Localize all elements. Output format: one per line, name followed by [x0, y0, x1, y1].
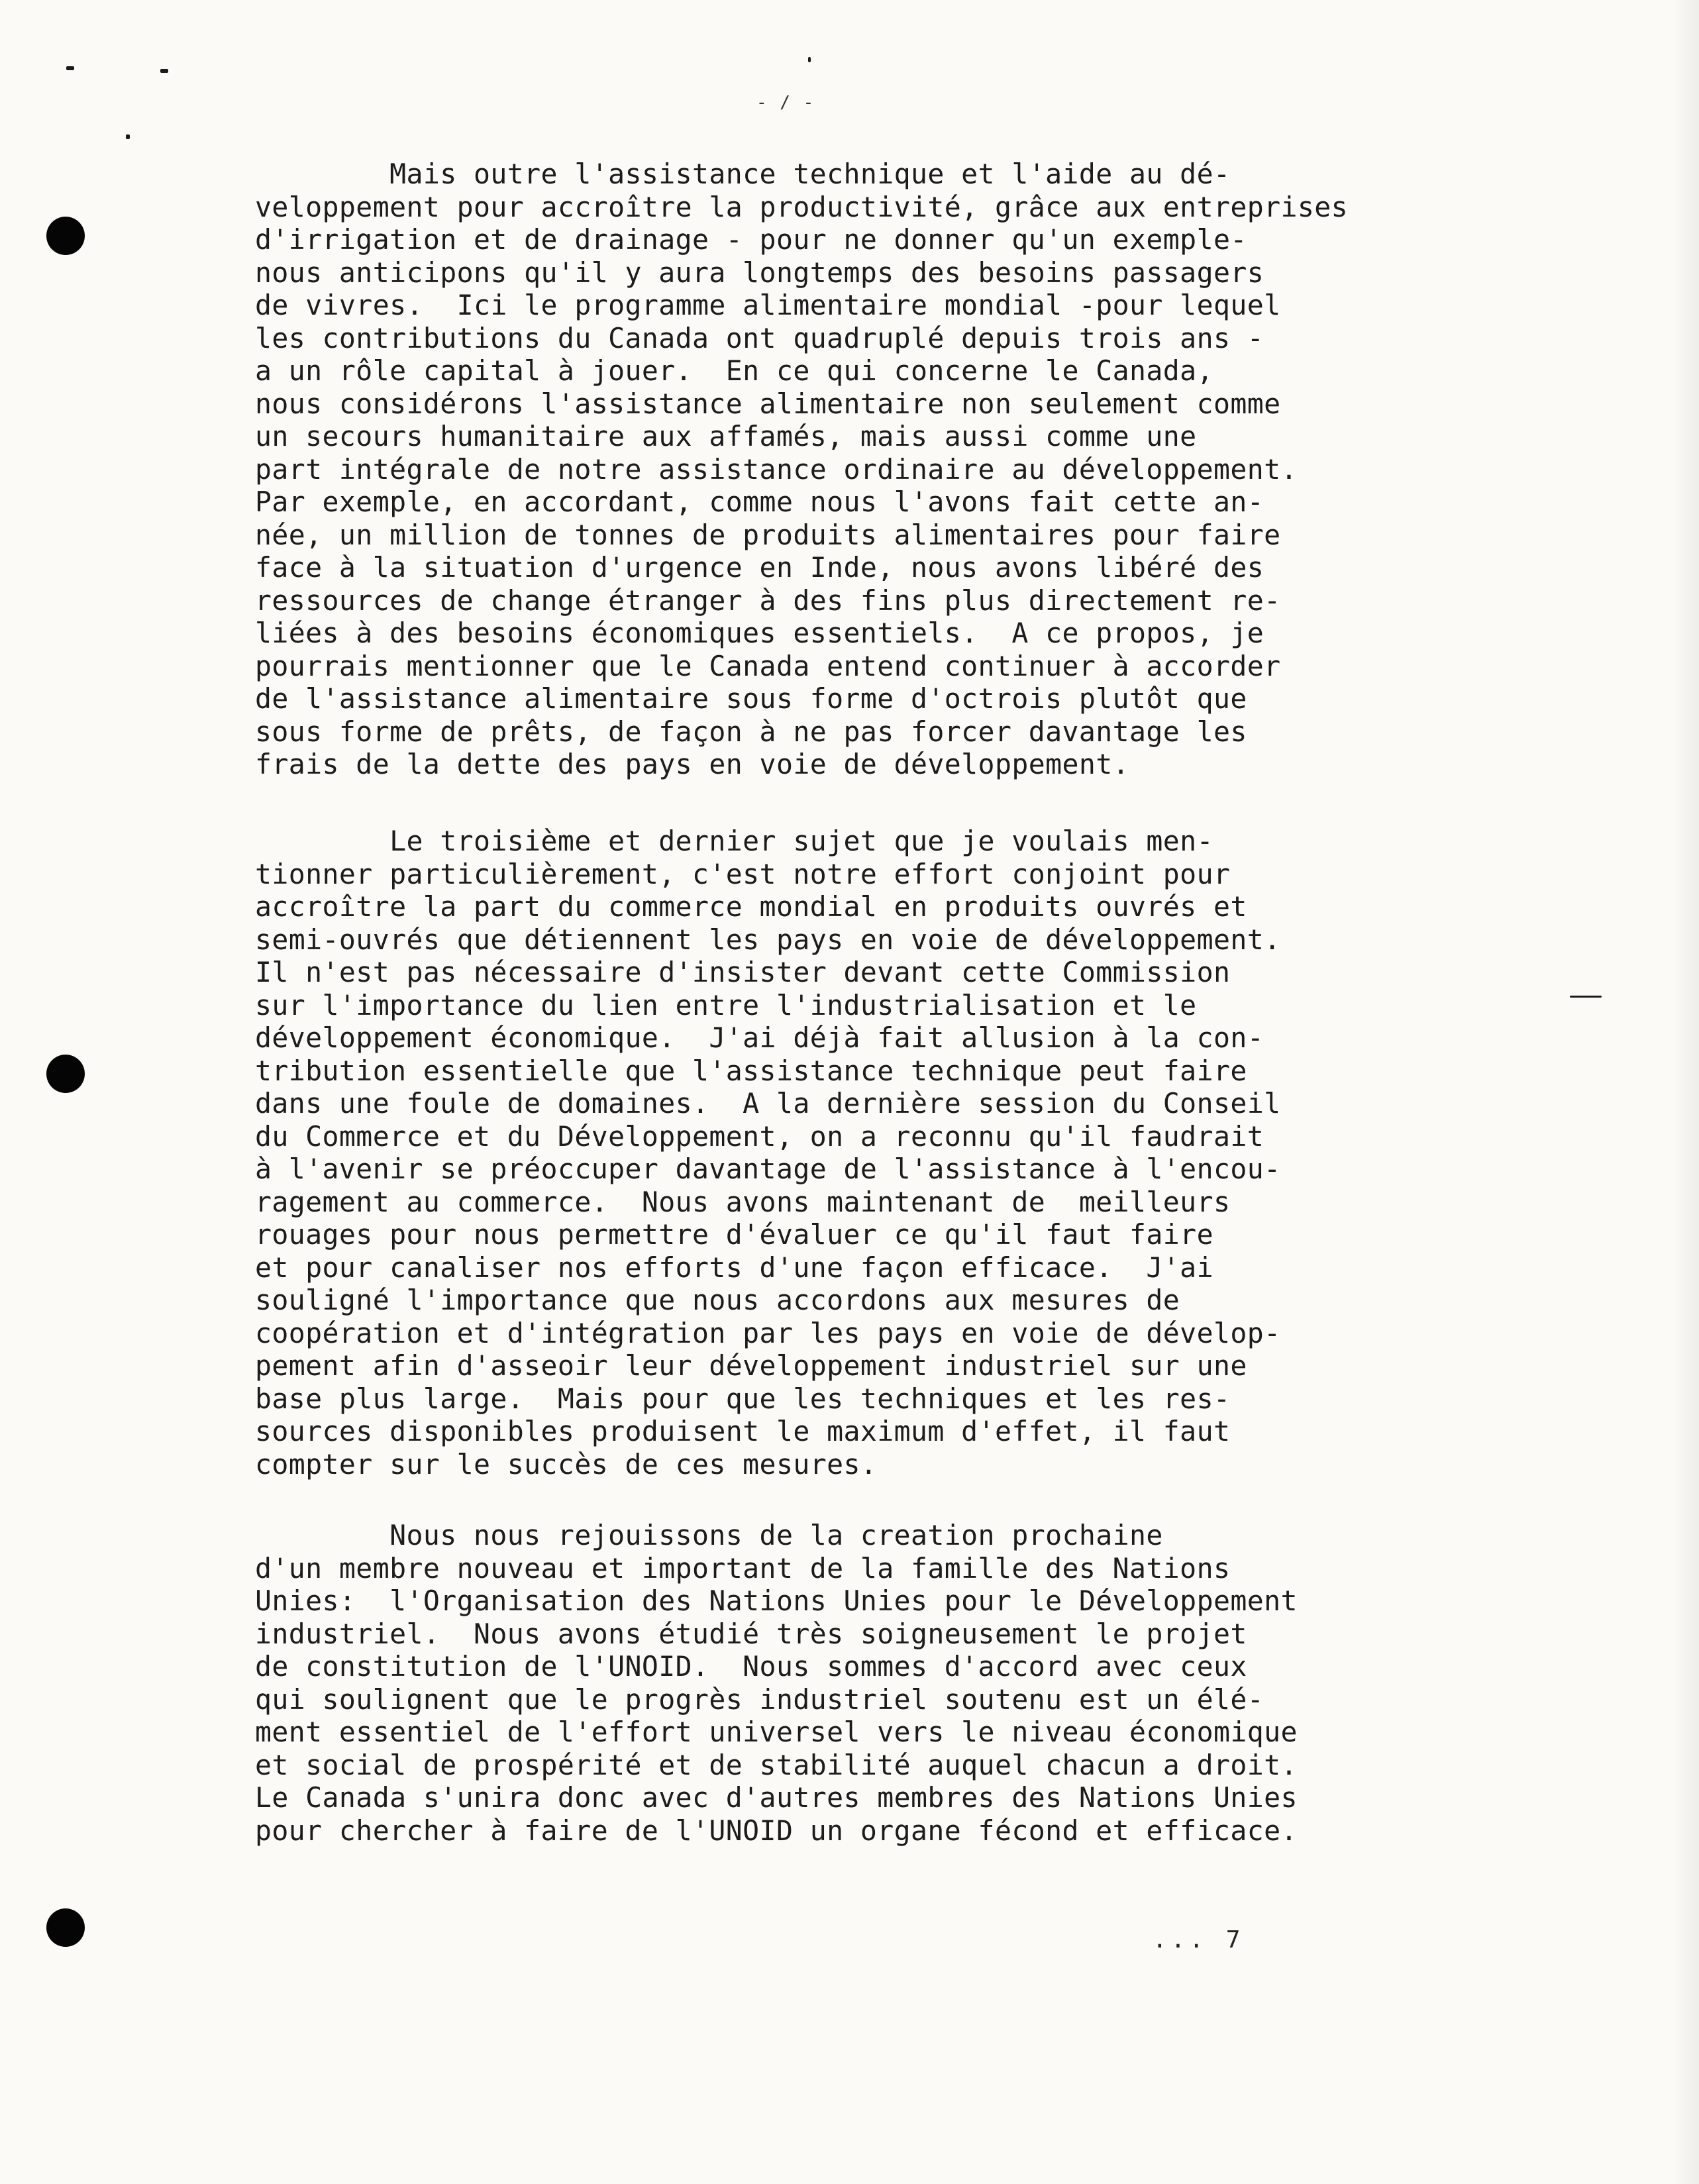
- ink-speck: [1570, 996, 1602, 998]
- page-number-marker: - / -: [756, 93, 815, 113]
- ink-speck: [126, 134, 130, 139]
- ink-speck: [66, 66, 74, 70]
- punch-hole-bottom: [46, 1908, 85, 1947]
- page-continuation-marker: ... 7: [1153, 1926, 1245, 1953]
- ink-speck: [160, 69, 168, 73]
- ink-speck: [808, 57, 811, 62]
- punch-hole-top: [46, 217, 85, 255]
- punch-hole-middle: [46, 1055, 85, 1093]
- page-edge-shadow: [1673, 0, 1699, 2184]
- paragraph-world-trade: Le troisième et dernier sujet que je voulais men- tionner particulièrement, c'est notre effort conjoint pour accroître la part du commerce mondial en produits ouvrés et semi-ouvrés que détiennent les pays en voie de développement. Il n'est pas nécessaire d'insister devant cette Commission sur l'importance du lien entre l'industrialisation et le développement économique. J'ai déjà fait allusion à la con- tribution essentielle que l'assistance technique peut faire dans une foule de domaines. A la dernière session du Conseil du Commerce et du Développement, on a reconnu qu'il faudrait à l'avenir se préoccuper davantage de l'assistance à l'encou- ragement au commerce. Nous avons maintenant de meilleurs rouages pour nous permettre d'évaluer ce qu'il faut faire et pour canaliser nos efforts d'une façon efficace. J'ai souligné l'importance que nous accordons aux mesures de coopération et d'intégration par les pays en voie de dévelop- pement afin d'asseoir leur développement industriel sur une base plus large. Mais pour que les techniques et les res- sources disponibles produisent le maximum d'effet, il faut compter sur le succès de ces mesures.: [255, 825, 1281, 1481]
- paragraph-unoid: Nous nous rejouissons de la creation prochaine d'un membre nouveau et important de la famille des Nations Unies: l'Organisation des Nations Unies pour le Développement industriel. Nous avons étudié très soigneusement le projet de constitution de l'UNOID. Nous sommes d'accord avec ceux qui soulignent que le progrès industriel soutenu est un élé- ment essentiel de l'effort universel vers le niveau économique et social de prospérité et de stabilité auquel chacun a droit. Le Canada s'unira donc avec d'autres membres des Nations Unies pour chercher à faire de l'UNOID un organe fécond et efficace.: [255, 1519, 1298, 1847]
- paragraph-food-assistance: Mais outre l'assistance technique et l'aide au dé- veloppement pour accroître la productivité, grâce aux entreprises d'irrigation et de drainage - pour ne donner qu'un exemple- nous anticipons qu'il y aura longtemps des besoins passagers de vivres. Ici le programme alimentaire mondial -pour lequel les contributions du Canada ont quadruplé depuis trois ans - a un rôle capital à jouer. En ce qui concerne le Canada, nous considérons l'assistance alimentaire non seulement comme un secours humanitaire aux affamés, mais aussi comme une part intégrale de notre assistance ordinaire au développement. Par exemple, en accordant, comme nous l'avons fait cette an- née, un million de tonnes de produits alimentaires pour faire face à la situation d'urgence en Inde, nous avons libéré des ressources de change étranger à des fins plus directement re- liées à des besoins économiques essentiels. A ce propos, je pourrais mentionner que le Canada entend continuer à accorder de l'assistance alimentaire sous forme d'octrois plutôt que sous forme de prêts, de façon à ne pas forcer davantage les frais de la dette des pays en voie de développement.: [255, 158, 1349, 780]
